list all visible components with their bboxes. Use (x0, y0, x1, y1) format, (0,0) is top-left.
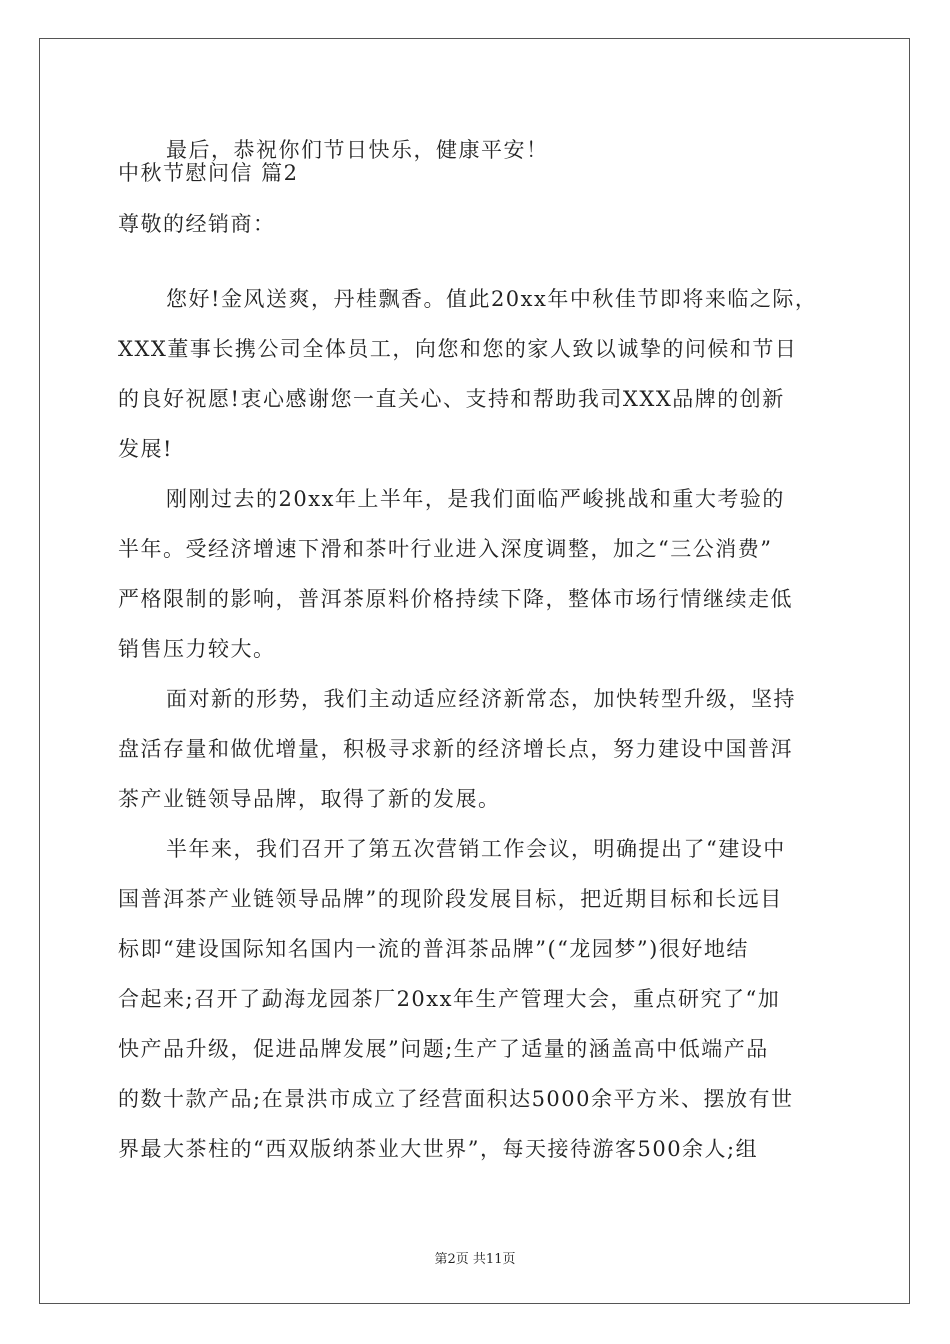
paragraph-4-line-2: 国普洱茶产业链领导品牌”的现阶段发展目标，把近期目标和长远目 (118, 887, 783, 911)
paragraph-4-line-7: 界最大茶柱的“西双版纳茶业大世界”，每天接待游客500余人;组 (118, 1137, 759, 1161)
paragraph-3-line-3: 茶产业链领导品牌，取得了新的发展。 (118, 787, 501, 811)
paragraph-1-line-3: 的良好祝愿!衷心感谢您一直关心、支持和帮助我司XXX品牌的创新 (118, 387, 785, 411)
salutation: 尊敬的经销商： (118, 212, 276, 236)
page-number-footer: 第2页 共11页 (434, 1252, 516, 1267)
paragraph-4-line-6: 的数十款产品;在景洪市成立了经营面积达5000余平方米、摆放有世 (118, 1087, 794, 1111)
paragraph-4-line-1: 半年来，我们召开了第五次营销工作会议，明确提出了“建设中 (166, 837, 786, 861)
paragraph-4-line-4: 合起来;召开了勐海龙园茶厂20xx年生产管理大会，重点研究了“加 (118, 987, 781, 1011)
paragraph-2-line-2: 半年。受经济增速下滑和茶叶行业进入深度调整，加之“三公消费” (118, 537, 773, 561)
paragraph-2-line-3: 严格限制的影响，普洱茶原料价格持续下降，整体市场行情继续走低 (118, 587, 793, 611)
paragraph-4-line-5: 快产品升级，促进品牌发展”问题;生产了适量的涵盖高中低端产品 (118, 1037, 769, 1061)
section-heading: 中秋节慰问信 篇2 (118, 161, 299, 185)
paragraph-2-line-4: 销售压力较大。 (118, 637, 276, 661)
paragraph-3-line-1: 面对新的形势，我们主动适应经济新常态，加快转型升级，坚持 (166, 687, 796, 711)
paragraph-1-line-1: 您好!金风送爽，丹桂飘香。值此20xx年中秋佳节即将来临之际， (166, 287, 818, 311)
paragraph-1-line-2: XXX董事长携公司全体员工，向您和您的家人致以诚挚的问候和节日 (118, 337, 798, 361)
paragraph-1-line-4: 发展! (118, 437, 173, 461)
paragraph-4-line-3: 标即“建设国际知名国内一流的普洱茶品牌”(“龙园梦”)很好地结 (118, 937, 749, 961)
closing-wish-line: 最后，恭祝你们节日快乐，健康平安！ (166, 138, 549, 162)
paragraph-3-line-2: 盘活存量和做优增量，积极寻求新的经济增长点，努力建设中国普洱 (118, 737, 793, 761)
paragraph-2-line-1: 刚刚过去的20xx年上半年，是我们面临严峻挑战和重大考验的 (166, 487, 785, 511)
